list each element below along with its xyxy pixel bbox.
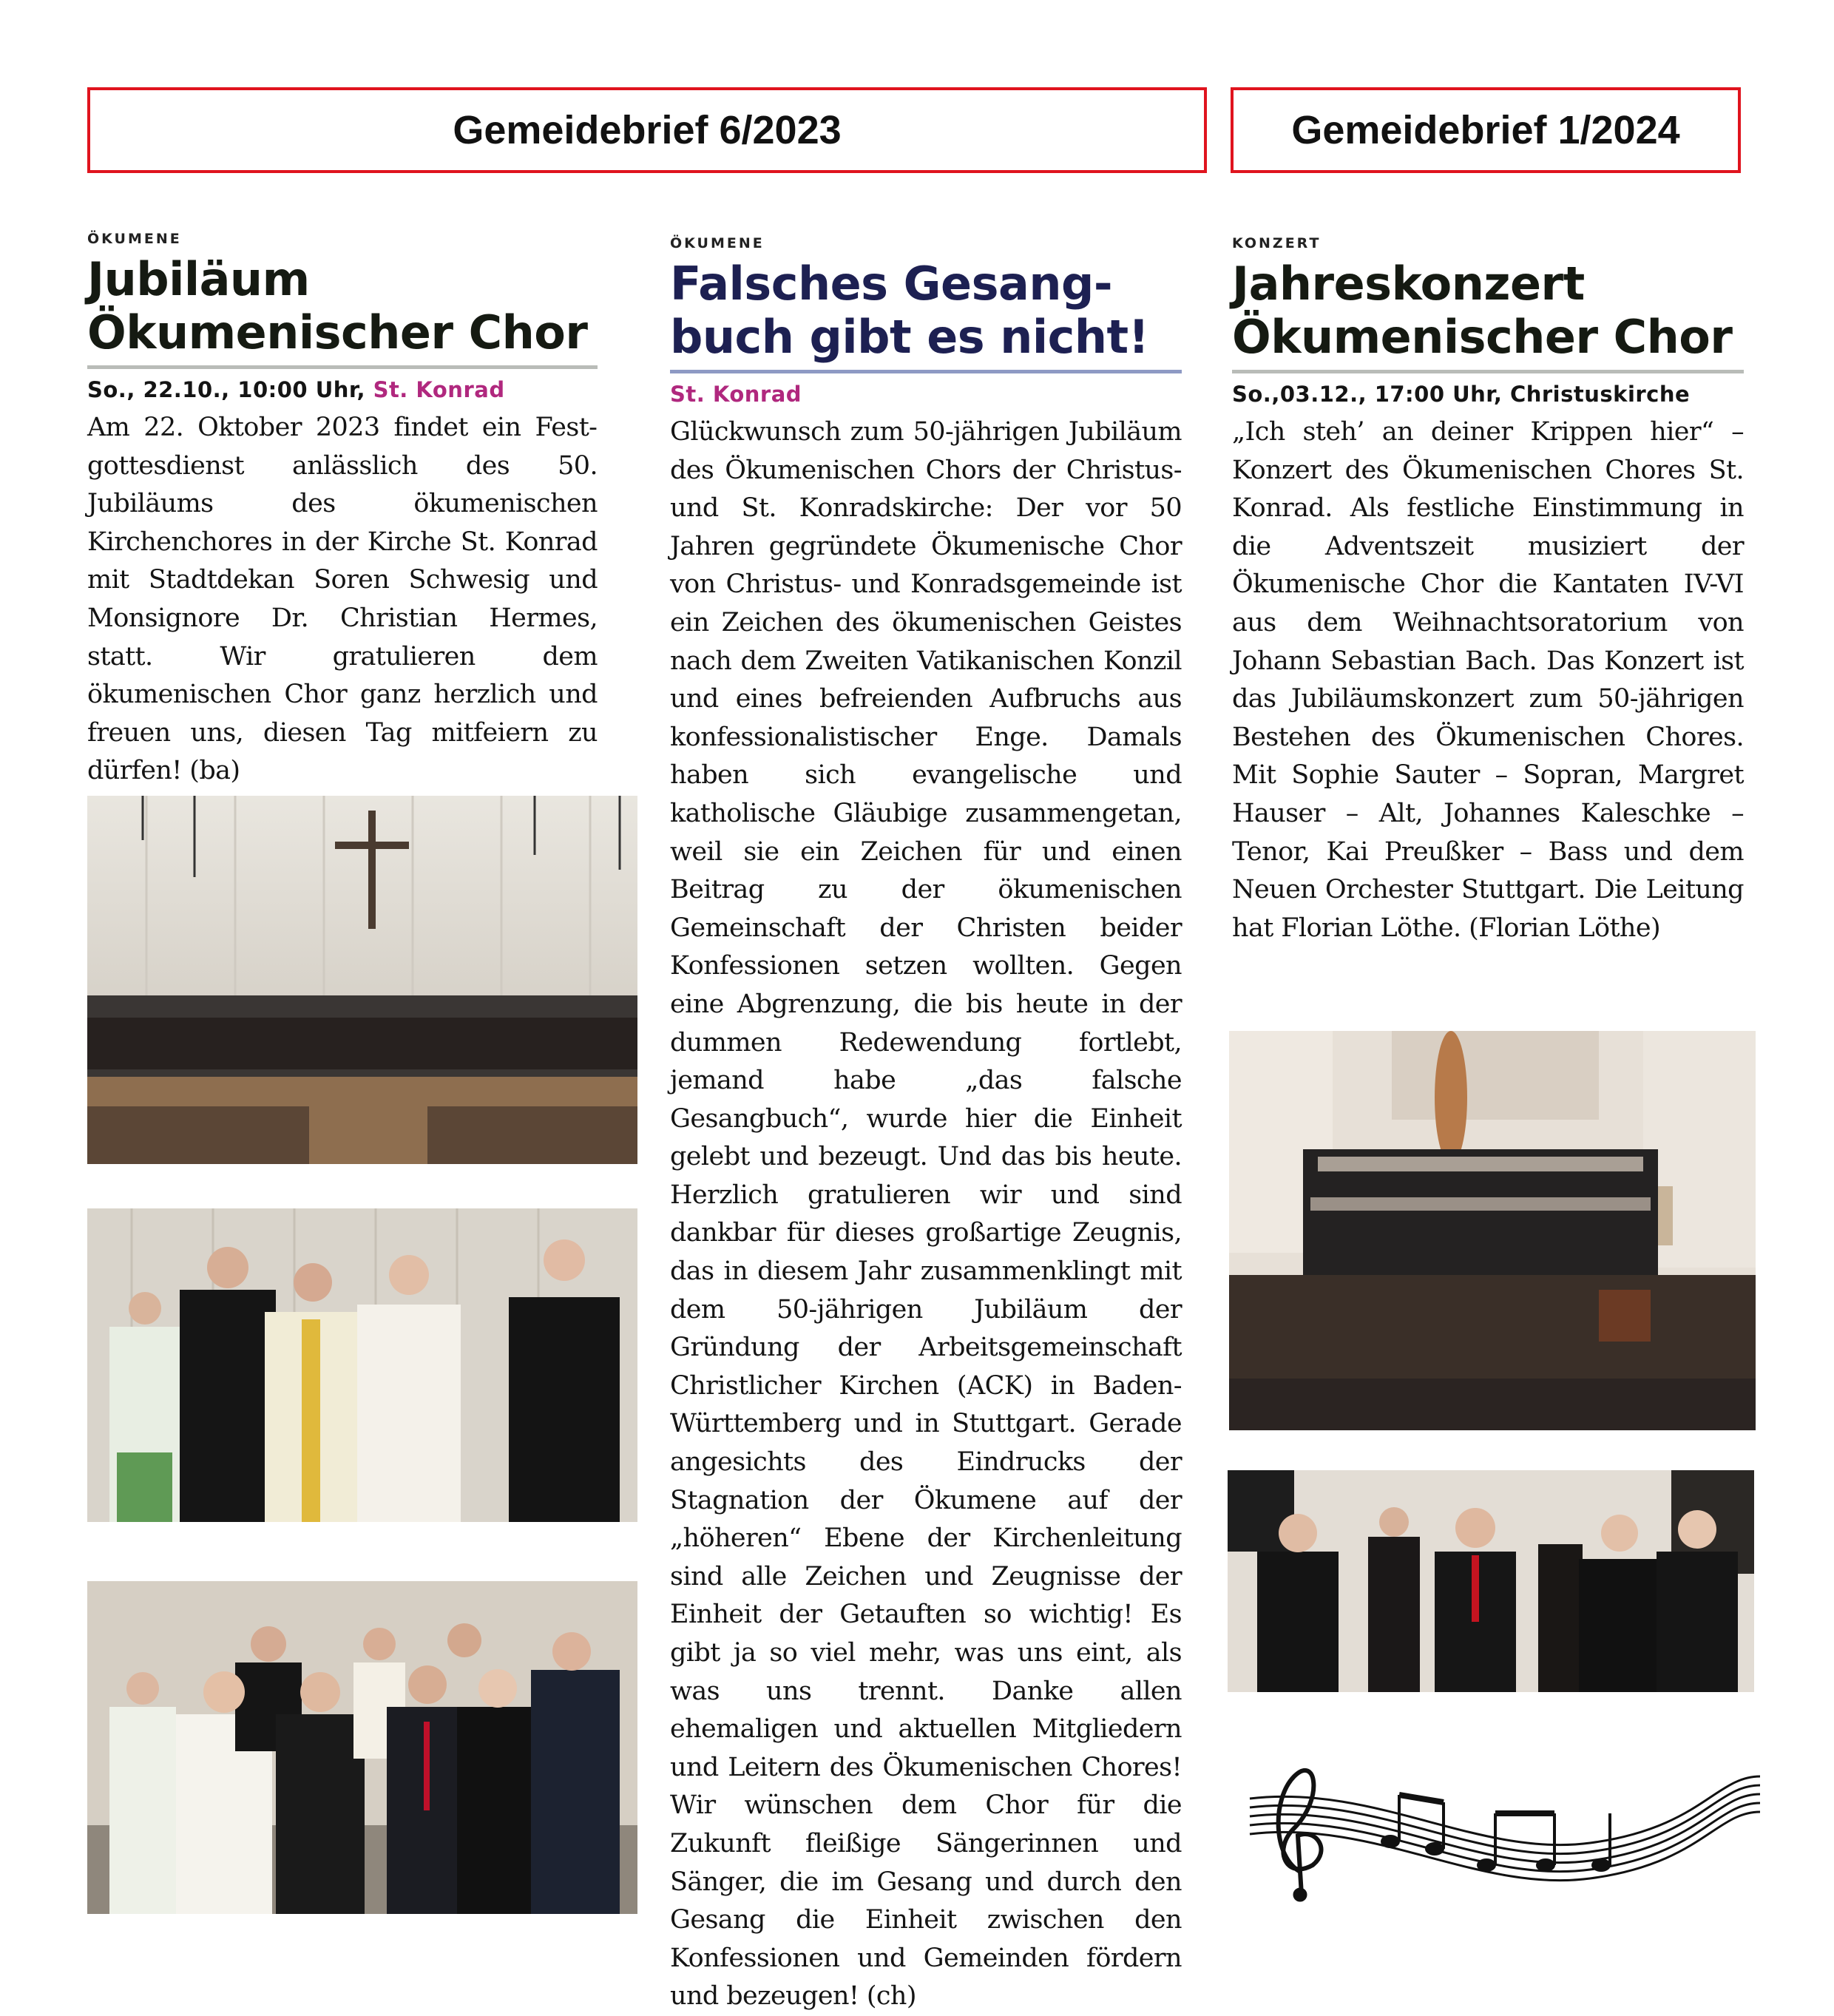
article-body: „Ich steh’ an deiner Krippen hier“ – Konzert des Ökumenischen Chores St. Konrad. Als festliche Einstimmung in die Adventszeit musiziert der Ökumenische Chor die Kantaten IV-VI aus dem Weihnachtsoratorium von Johann Sebastian Bach. Das Konzert ist das Jubiläumskonzert zum 50-jährigen Bestehen des Ökumenischen Chores. Mit Sophie Sauter – Sopran, Margret Hauser – Alt, Johannes Kaleschke – Tenor, Kai Preußker – Bass und dem Neuen Orchester Stuttgart. Die Leitung hat Florian Löthe. (Florian Löthe) xyxy=(1232,417,1744,943)
title-line-2: Ökumenischer Chor xyxy=(1232,310,1733,364)
concert-photo xyxy=(1229,1031,1756,1430)
section-kicker: ÖKUMENE xyxy=(87,231,182,247)
event-place: St. Konrad xyxy=(373,377,505,402)
title-line-2: Ökumenischer Chor xyxy=(87,305,588,359)
title-line-1: Falsches Gesang- xyxy=(670,257,1113,311)
section-kicker: ÖKUMENE xyxy=(670,235,765,251)
article-body: Am 22. Oktober 2023 findet ein Festgottesdienst anlässlich des 50. Jubiläums des ökumenischen Kirchenchores in der Kirche St. Konrad mit Stadtdekan Soren Schwesig und Monsignore Dr. Christian Hermes, statt. Wir gratulieren dem ökumenischen Chor ganz herzlich und freuen uns, diesen Tag mitfeiern zu dürfen! (ba) xyxy=(87,413,598,786)
event-meta xyxy=(1232,378,1744,410)
music-notes-icon xyxy=(1242,1754,1760,1902)
event-meta xyxy=(670,378,1182,410)
article-jubilaeum xyxy=(87,231,598,791)
event-date: So.,03.12., 17:00 Uhr, Christuskirche xyxy=(1232,382,1691,407)
group-portrait-photo xyxy=(87,1581,637,1914)
choir-church-photo xyxy=(87,796,637,1164)
soloists-photo xyxy=(1228,1470,1754,1692)
event-meta xyxy=(87,373,598,406)
article-gesangbuch xyxy=(670,235,1182,2016)
title-line-1: Jubiläum xyxy=(87,252,310,306)
article-title xyxy=(87,253,598,369)
title-line-1: Jahreskonzert xyxy=(1232,257,1585,311)
section-kicker: KONZERT xyxy=(1232,235,1322,251)
issue-label-6-2023: Gemeidebrief 6/2023 xyxy=(453,108,842,152)
article-title xyxy=(670,257,1182,373)
article-jahreskonzert xyxy=(1232,235,1744,947)
issue-box-6-2023 xyxy=(87,87,1207,173)
issue-label-1-2024: Gemeidebrief 1/2024 xyxy=(1291,108,1680,152)
title-line-2: buch gibt es nicht! xyxy=(670,310,1149,364)
issue-box-1-2024 xyxy=(1231,87,1741,173)
article-body: Glückwunsch zum 50-jährigen Jubiläum des Ökumenischen Chors der Christus- und St. Konradskirche: Der vor 50 Jahren gegründete Ökumenische Chor von Christus- und Konradsgemeinde ist ein Zeichen des ökumenischen Geistes nach dem Zweiten Vatikanischen Konzil und eines befreienden Aufbruchs aus konfessionalistischer Enge. Damals haben sich evangelische und katholische Gläubige zusammengetan, weil sie ein Zeichen für und einen Beitrag zu der ökumenischen Gemeinschaft der Christen beider Konfessionen setzen wollten. Gegen eine Abgrenzung, die bis heute in der dummen Redewendung fortlebt, jemand habe „das falsche Gesangbuch“, wurde hier die Einheit gelebt und bezeugt. Und das bis heute. Herzlich gratulieren wir und sind dankbar für dieses großartige Zeugnis, das in diesem Jahr zusammenklingt mit dem 50-jährigen Jubiläum der Gründung der Arbeitsgemeinschaft Christlicher Kirchen (ACK) in Baden-Württemberg und in Stuttgart. Gerade angesichts des Eindrucks der Stagnation der Ökumene auf der „höheren“ Ebene der Kirchenleitung sind alle Zeichen und Zeugnisse der Einheit der Getauften so wichtig! Es gibt ja so viel mehr, was uns eint, als was uns trennt. Danke allen ehemaligen und aktuellen Mitgliedern und Leitern des Ökumenischen Chores! Wir wünschen dem Chor für die Zukunft fleißige Sängerinnen und Sänger, die im Gesang und durch den Gesang die Einheit zwischen den Konfessionen und Gemeinden fördern und bezeugen! (ch) xyxy=(670,417,1182,2012)
event-place: St. Konrad xyxy=(670,382,802,407)
clergy-group-photo xyxy=(87,1208,637,1522)
event-date: So., 22.10., 10:00 Uhr, xyxy=(87,377,373,402)
article-title xyxy=(1232,257,1744,373)
